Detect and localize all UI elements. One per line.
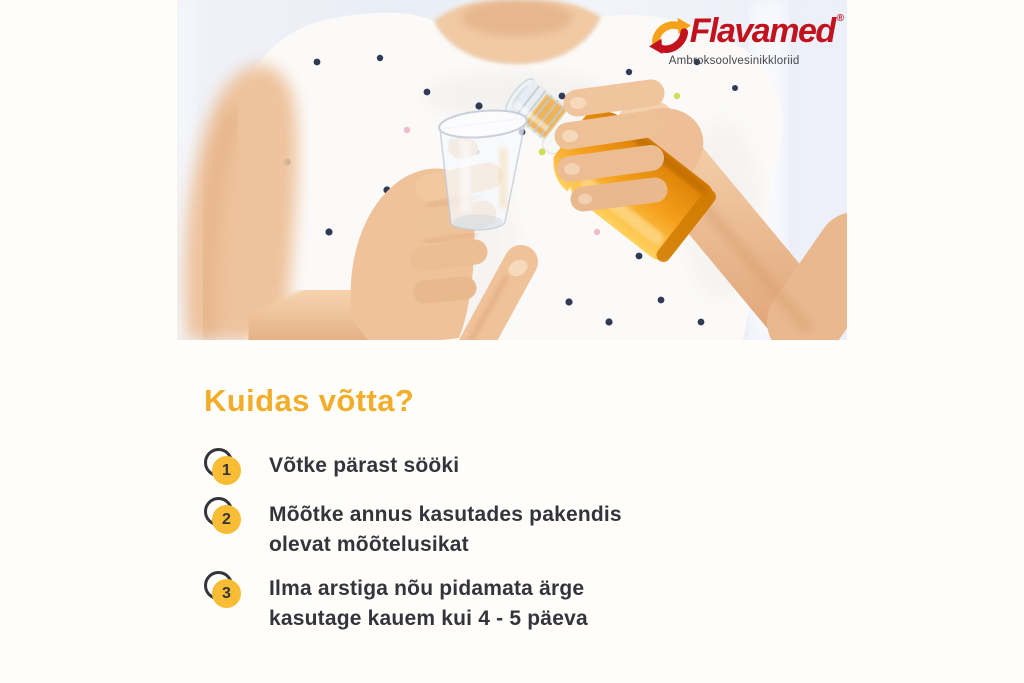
step-number: 2 [222,510,231,528]
step-text-line: Mõõtke annus kasutades pakendis [269,503,622,526]
step-badge [204,571,241,608]
step-badge [204,497,241,534]
step-row [204,571,588,634]
step-row [204,448,459,485]
step-text-line: Võtke pärast sööki [269,454,460,477]
logo-swoosh-icon [649,16,691,54]
brand-logo [649,13,844,68]
page-title: Kuidas võtta? [204,383,415,418]
step-text-line: olevat mõõtelusikat [269,533,469,556]
step-badge [204,448,241,485]
brand-name: Flavamed [689,12,835,50]
product-photo [177,0,847,340]
step-row [204,497,622,560]
steps-list [204,446,844,656]
logo-subtitle: Ambroksoolvesinikkloriid [668,55,800,67]
step-text-line: Ilma arstiga nõu pidamata ärge [269,577,585,600]
step-text-line: kasutage kauem kui 4 - 5 päeva [269,607,588,630]
registered-mark: ® [836,13,844,24]
step-number: 1 [222,461,231,479]
step-text [269,571,588,634]
step-text [269,448,459,481]
step-text [269,497,622,560]
step-number: 3 [222,584,231,602]
